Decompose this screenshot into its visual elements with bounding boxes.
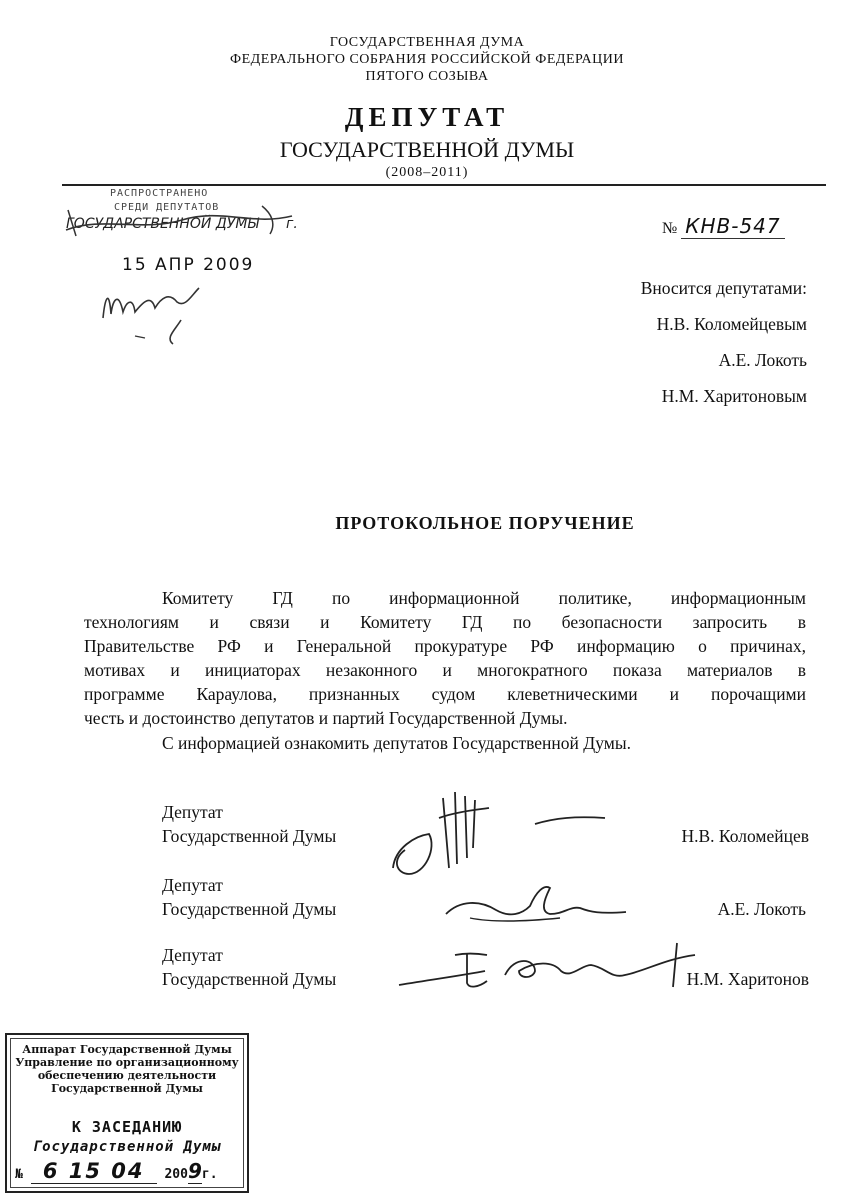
- signature-2-handwriting: [440, 878, 630, 926]
- session-stamp-year-suffix: г.: [201, 1167, 218, 1182]
- signature-3-label: [162, 943, 336, 991]
- signature-3-label-line2: Государственной Думы: [162, 969, 337, 989]
- received-stamp-date: 15 АПР 2009: [122, 255, 255, 275]
- signature-1-label-line2: Государственной Думы: [162, 826, 337, 846]
- signature-1-name: Н.В. Коломейцев: [681, 826, 809, 846]
- signature-3-name: Н.М. Харитонов: [686, 969, 809, 989]
- session-stamp-line2: Управление по организационному: [15, 1056, 239, 1069]
- received-stamp: [62, 186, 300, 240]
- registration-number: [662, 214, 785, 238]
- session-stamp-heading: К ЗАСЕДАНИЮ: [71, 1118, 183, 1136]
- session-stamp-number-row: [15, 1159, 241, 1184]
- signature-3-label-line1: Депутат: [162, 945, 223, 965]
- document-title: ПРОТОКОЛЬНОЕ ПОРУЧЕНИЕ: [335, 513, 635, 533]
- para-line-1: [162, 586, 806, 610]
- signature-2-label: [162, 873, 336, 921]
- header-line-assembly: ФЕДЕРАЛЬНОГО СОБРАНИЯ РОССИЙСКОЙ ФЕДЕРАЦИИ: [230, 52, 624, 67]
- para-line-5: программе Караулова, признанных судом клеветническими и порочащими: [84, 684, 806, 704]
- session-stamp-year-prefix: 200: [164, 1167, 188, 1182]
- registration-number-prefix: №: [662, 220, 678, 237]
- session-stamp-year-digit: 9: [187, 1159, 202, 1183]
- session-stamp-num-value: 6 15 04: [31, 1159, 157, 1184]
- received-stamp-suffix: г.: [286, 216, 298, 232]
- received-stamp-line2: СРЕДИ ДЕПУТАТОВ: [114, 202, 220, 213]
- para-line-6: честь и достоинство депутатов и партий Государственной Думы.: [84, 708, 568, 728]
- session-stamp-num-prefix: №: [15, 1167, 23, 1182]
- para-line-3: Правительстве РФ и Генеральной прокуратуре РФ информацию о причинах,: [84, 636, 806, 656]
- para-line-1-text: Комитету ГД по информационной политике, информационным: [162, 588, 806, 608]
- header-years: (2008–2011): [385, 165, 469, 180]
- handwritten-date-scribble: [62, 186, 300, 240]
- session-stamp-org-block: [15, 1043, 239, 1095]
- header-line-convocation: ПЯТОГО СОЗЫВА: [365, 69, 489, 84]
- para-body: [84, 610, 806, 730]
- received-stamp-signature: [95, 278, 215, 348]
- header-subtitle: ГОСУДАРСТВЕННОЙ ДУМЫ: [279, 137, 575, 162]
- signature-2-label-line2: Государственной Думы: [162, 899, 337, 919]
- para-2: С информацией ознакомить депутатов Государственной Думы.: [162, 733, 631, 753]
- session-stamp: [5, 1033, 249, 1193]
- received-stamp-line3: ГОСУДАРСТВЕННОЙ ДУМЫ: [66, 216, 259, 232]
- session-stamp-line1: Аппарат Государственной Думы: [22, 1043, 232, 1056]
- introducer-name-2: А.Е. Локоть: [718, 350, 807, 370]
- introducer-name-3: Н.М. Харитоновым: [661, 386, 807, 406]
- header-title: ДЕПУТАТ: [344, 102, 510, 132]
- para-line-4: мотивах и инициаторах незаконного и многократного показа материалов в: [84, 660, 806, 680]
- signature-1-label-line1: Депутат: [162, 802, 223, 822]
- session-stamp-subheading: Государственной Думы: [32, 1139, 222, 1155]
- signature-2-label-line1: Депутат: [162, 875, 223, 895]
- signature-3-handwriting: [395, 935, 725, 995]
- received-stamp-line1: РАСПРОСТРАНЕНО: [110, 188, 209, 199]
- signature-1-handwriting: [385, 788, 615, 888]
- session-stamp-line3: обеспечению деятельности: [37, 1069, 217, 1082]
- session-stamp-line4: Государственной Думы: [51, 1082, 203, 1095]
- para-line-2: технологиям и связи и Комитету ГД по безопасности запросить в: [84, 612, 806, 632]
- signature-1-label: [162, 800, 336, 848]
- registration-number-value: КНВ-547: [681, 214, 784, 239]
- signature-2-name: А.Е. Локоть: [717, 899, 806, 919]
- introducer-name-1: Н.В. Коломейцевым: [656, 314, 807, 334]
- introducers-heading: Вносится депутатами:: [640, 278, 807, 298]
- header-line-duma: ГОСУДАРСТВЕННАЯ ДУМА: [329, 35, 525, 50]
